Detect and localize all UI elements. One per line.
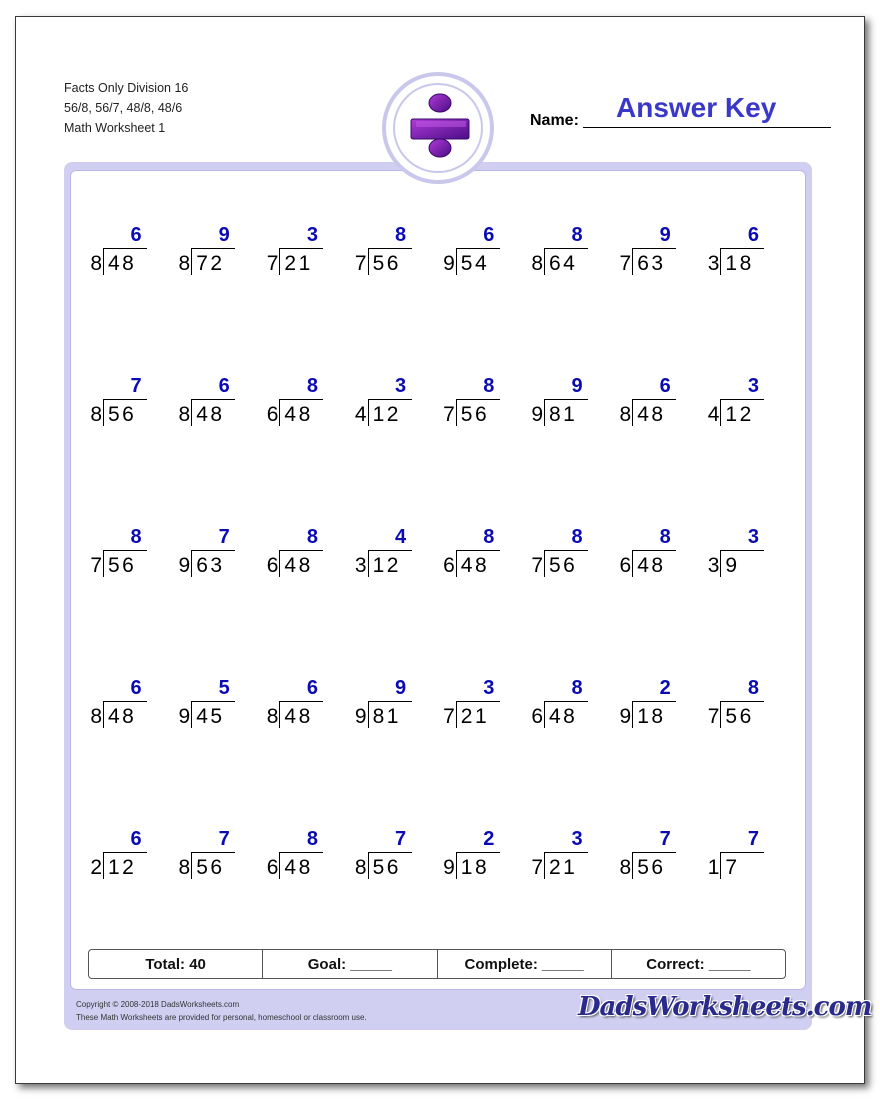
division-problem	[353, 375, 423, 437]
division-problem	[441, 677, 511, 739]
quotient-answer: 3	[747, 375, 759, 397]
divisor: 8	[266, 705, 279, 728]
divisor: 8	[90, 252, 102, 275]
quotient-answer: 9	[571, 375, 583, 397]
dividend: 9	[725, 554, 740, 577]
division-problem	[264, 224, 334, 286]
divisor: 7	[90, 554, 102, 577]
divisor: 7	[443, 705, 455, 728]
quotient-answer: 9	[218, 224, 230, 246]
dividend: 56	[372, 856, 401, 879]
dividend: 48	[460, 554, 490, 577]
division-problem	[353, 526, 423, 588]
divisor: 4	[354, 403, 367, 426]
worksheet-facts: 56/8, 56/7, 48/8, 48/6	[64, 101, 183, 115]
division-problem	[441, 224, 511, 286]
quotient-answer: 8	[306, 526, 318, 548]
divisor: 8	[531, 252, 543, 275]
quotient-answer: 5	[218, 677, 230, 699]
division-problem	[529, 224, 599, 286]
divisor: 8	[354, 856, 367, 879]
logo-badge	[382, 72, 494, 184]
quotient-answer: 8	[747, 677, 759, 699]
dividend: 12	[725, 403, 754, 426]
division-problem	[617, 224, 687, 286]
dividend: 18	[725, 252, 754, 275]
division-problem	[176, 828, 246, 890]
quotient-answer: 3	[395, 375, 407, 397]
dividend: 48	[108, 252, 137, 275]
dividend: 45	[196, 705, 225, 728]
division-problem	[353, 224, 423, 286]
dividend: 72	[196, 252, 225, 275]
division-problem	[529, 677, 599, 739]
quotient-answer: 3	[483, 677, 495, 699]
divisor: 1	[707, 856, 720, 879]
divisor: 9	[443, 856, 455, 879]
dividend: 56	[108, 554, 137, 577]
name-label: Name:	[530, 112, 579, 129]
quotient-answer: 6	[130, 828, 142, 850]
worksheet-title: Facts Only Division 16	[64, 81, 189, 95]
division-problem	[529, 375, 599, 437]
divisor: 8	[619, 403, 632, 426]
divisor: 6	[266, 554, 279, 577]
division-problem	[88, 677, 158, 739]
dividend: 56	[460, 403, 490, 426]
quotient-answer: 6	[130, 677, 142, 699]
dividend: 48	[637, 554, 666, 577]
division-problem	[705, 375, 775, 437]
dividend: 12	[108, 856, 137, 879]
answer-key-title: Answer Key	[616, 92, 777, 123]
dividend: 48	[284, 705, 313, 728]
quotient-answer: 8	[306, 828, 318, 850]
divisor: 9	[354, 705, 367, 728]
divisor: 6	[531, 705, 543, 728]
quotient-answer: 9	[659, 224, 671, 246]
copyright-line: Copyright © 2008-2018 DadsWorksheets.com	[76, 1000, 240, 1009]
quotient-answer: 4	[395, 526, 407, 548]
dividend: 63	[196, 554, 225, 577]
divisor: 7	[707, 705, 720, 728]
divisor: 3	[707, 252, 720, 275]
quotient-answer: 6	[747, 224, 759, 246]
totals-bar	[88, 949, 786, 979]
dividend: 64	[549, 252, 578, 275]
division-problem	[529, 828, 599, 890]
quotient-answer: 6	[218, 375, 230, 397]
dividend: 56	[549, 554, 578, 577]
divisor: 6	[266, 403, 279, 426]
dividend: 63	[637, 252, 666, 275]
quotient-answer: 2	[483, 828, 495, 850]
dividend: 21	[549, 856, 578, 879]
problem-frame	[64, 162, 812, 1030]
quotient-answer: 6	[306, 677, 318, 699]
dividend: 81	[372, 705, 401, 728]
quotient-answer: 3	[306, 224, 318, 246]
division-problem	[264, 828, 334, 890]
worksheet-number: Math Worksheet 1	[64, 121, 166, 135]
division-problem	[617, 375, 687, 437]
dividend: 54	[460, 252, 490, 275]
worksheet-meta	[64, 78, 188, 138]
division-problem	[176, 526, 246, 588]
quotient-answer: 3	[571, 828, 583, 850]
divisor: 6	[266, 856, 279, 879]
quotient-answer: 8	[483, 526, 495, 548]
dividend: 18	[637, 705, 666, 728]
dividend: 21	[460, 705, 490, 728]
dividend: 56	[196, 856, 225, 879]
copyright-notice	[76, 998, 367, 1024]
quotient-answer: 2	[659, 677, 671, 699]
divisor: 6	[443, 554, 455, 577]
divisor: 3	[707, 554, 720, 577]
dividend: 48	[284, 856, 313, 879]
dividend: 7	[725, 856, 740, 879]
dividend: 56	[108, 403, 137, 426]
division-problem	[529, 526, 599, 588]
division-problem	[264, 375, 334, 437]
division-problem	[353, 677, 423, 739]
division-problem	[705, 526, 775, 588]
division-problem	[617, 526, 687, 588]
dividend: 56	[372, 252, 401, 275]
complete-field: Complete: _____	[438, 950, 612, 978]
divisor: 8	[178, 403, 191, 426]
divisor: 7	[354, 252, 367, 275]
division-problem	[441, 828, 511, 890]
divisor: 9	[531, 403, 543, 426]
division-problem	[264, 526, 334, 588]
quotient-answer: 6	[483, 224, 495, 246]
quotient-answer: 8	[571, 224, 583, 246]
dividend: 12	[372, 403, 401, 426]
division-problem	[705, 828, 775, 890]
division-problem	[617, 677, 687, 739]
dividend: 48	[196, 403, 225, 426]
dividend: 21	[284, 252, 313, 275]
divisor: 9	[619, 705, 632, 728]
quotient-answer: 8	[306, 375, 318, 397]
divisor: 7	[619, 252, 632, 275]
divisor: 7	[266, 252, 279, 275]
divisor: 7	[531, 856, 543, 879]
division-problem	[176, 375, 246, 437]
divisor: 9	[178, 705, 191, 728]
divisor: 3	[354, 554, 367, 577]
dividend: 18	[460, 856, 490, 879]
division-problem	[88, 526, 158, 588]
division-problem	[353, 828, 423, 890]
dividend: 56	[725, 705, 754, 728]
dividend: 12	[372, 554, 401, 577]
quotient-answer: 7	[659, 828, 671, 850]
division-problem	[705, 224, 775, 286]
division-problem	[88, 828, 158, 890]
quotient-answer: 7	[747, 828, 759, 850]
division-problem	[441, 375, 511, 437]
quotient-answer: 8	[483, 375, 495, 397]
divisor: 8	[90, 705, 102, 728]
division-problem	[88, 224, 158, 286]
quotient-answer: 7	[218, 526, 230, 548]
divisor: 8	[178, 856, 191, 879]
division-problem	[705, 677, 775, 739]
division-problem	[264, 677, 334, 739]
dividend: 48	[637, 403, 666, 426]
divisor: 4	[707, 403, 720, 426]
dividend: 56	[637, 856, 666, 879]
divisor: 6	[619, 554, 632, 577]
division-problem	[441, 526, 511, 588]
divisor: 8	[90, 403, 102, 426]
quotient-answer: 8	[659, 526, 671, 548]
dividend: 48	[549, 705, 578, 728]
quotient-answer: 8	[571, 526, 583, 548]
division-problem	[88, 375, 158, 437]
quotient-answer: 3	[747, 526, 759, 548]
quotient-answer: 8	[571, 677, 583, 699]
goal-field: Goal: _____	[263, 950, 437, 978]
total-count: Total: 40	[89, 950, 263, 978]
division-problem	[176, 677, 246, 739]
dividend: 48	[284, 403, 313, 426]
quotient-answer: 6	[130, 224, 142, 246]
quotient-answer: 6	[659, 375, 671, 397]
name-line	[583, 127, 831, 128]
divisor: 2	[90, 856, 102, 879]
divisor: 8	[178, 252, 191, 275]
quotient-answer: 7	[395, 828, 407, 850]
divisor: 7	[443, 403, 455, 426]
divisor: 9	[178, 554, 191, 577]
division-problem	[617, 828, 687, 890]
correct-field: Correct: _____	[646, 955, 751, 973]
quotient-answer: 8	[395, 224, 407, 246]
quotient-answer: 9	[395, 677, 407, 699]
divisor: 9	[443, 252, 455, 275]
quotient-answer: 8	[130, 526, 142, 548]
divisor: 8	[619, 856, 632, 879]
divisor: 7	[531, 554, 543, 577]
dividend: 48	[108, 705, 137, 728]
brand-logo: DadsWorksheets.com	[578, 992, 872, 1022]
dividend: 48	[284, 554, 313, 577]
quotient-answer: 7	[130, 375, 142, 397]
disclaimer-line: These Math Worksheets are provided for personal, homeschool or classroom use.	[76, 1013, 367, 1022]
division-sign-icon	[403, 90, 473, 170]
dividend: 81	[549, 403, 578, 426]
division-problem	[176, 224, 246, 286]
quotient-answer: 7	[218, 828, 230, 850]
